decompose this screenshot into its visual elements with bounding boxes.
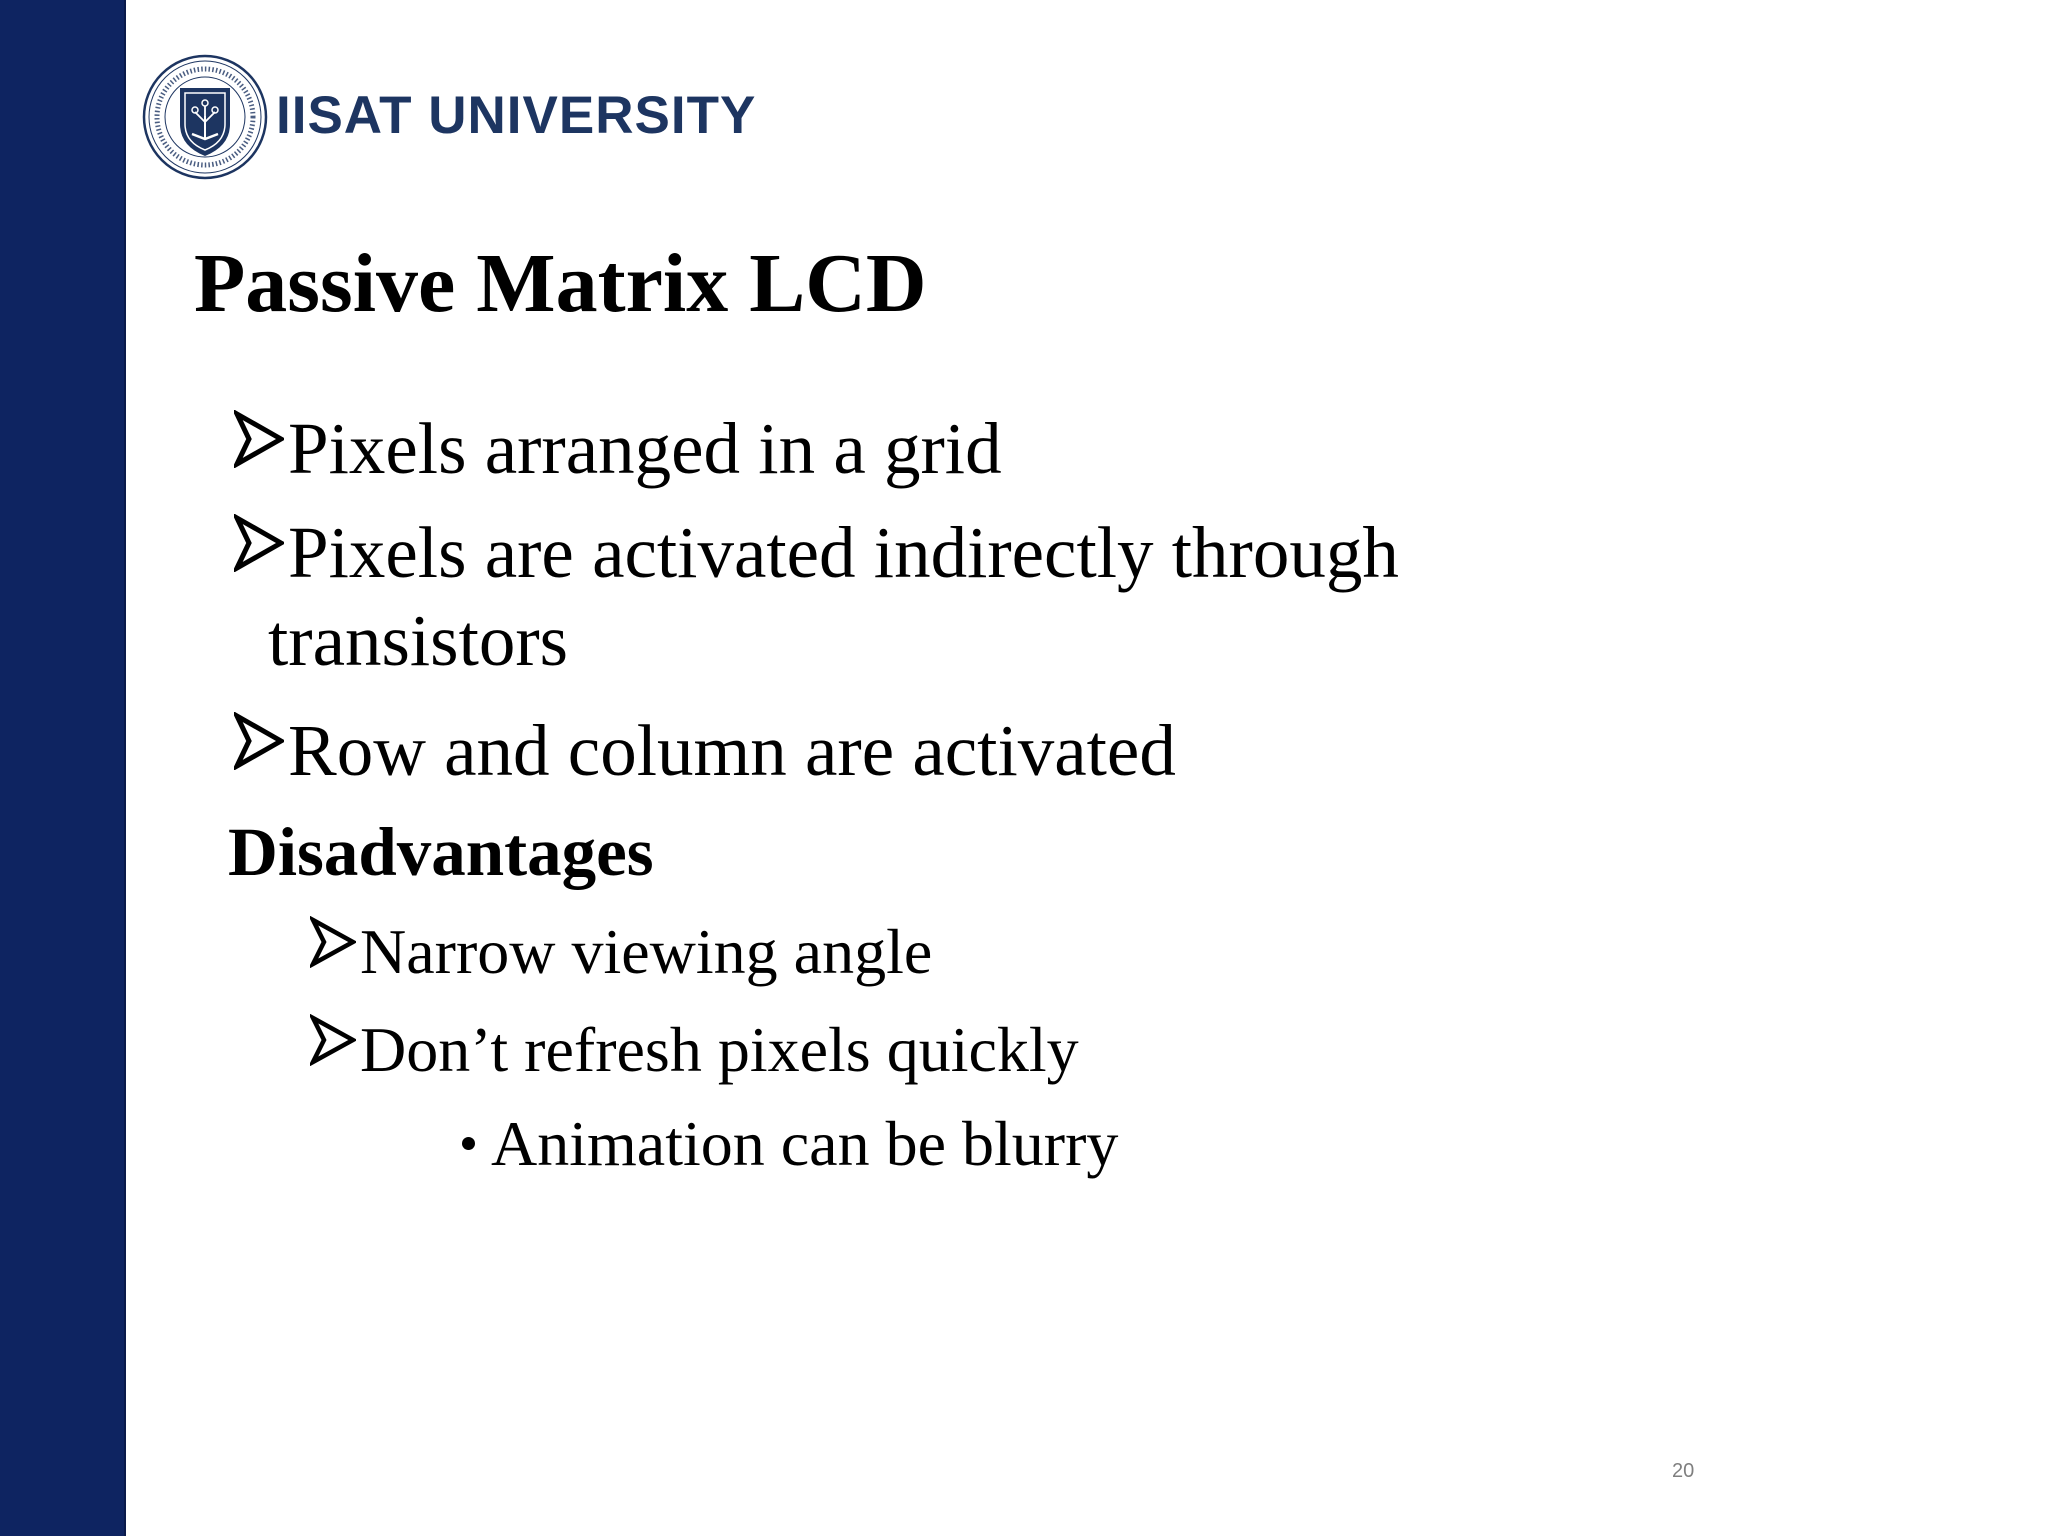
bullet-dot-icon — [462, 1137, 475, 1150]
sub-bullet-text: Don’t refresh pixels quickly — [360, 1014, 1079, 1085]
sub-sub-bullet-text: Animation can be blurry — [491, 1108, 1119, 1179]
bullet-item — [234, 404, 1002, 494]
sub-sub-bullet-item — [462, 1104, 1118, 1184]
bullet-text: Pixels arranged in a grid — [288, 408, 1002, 489]
bullet-item — [234, 508, 1399, 598]
university-logo — [142, 54, 756, 180]
arrow-bullet-icon — [234, 410, 284, 468]
bullet-text: Pixels are activated indirectly through — [288, 512, 1399, 593]
logo-wordmark: IISAT UNIVERSITY — [276, 85, 757, 145]
left-sidebar-bar — [0, 0, 126, 1536]
arrow-bullet-icon — [234, 514, 284, 572]
disadvantages-heading: Disadvantages — [228, 814, 654, 890]
arrow-bullet-icon — [310, 1014, 356, 1066]
sub-bullet-text: Narrow viewing angle — [360, 916, 933, 987]
slide-title: Passive Matrix LCD — [194, 237, 927, 330]
sub-bullet-item — [310, 1010, 1079, 1090]
bullet-item — [234, 706, 1176, 796]
bullet-text: Row and column are activated — [288, 710, 1176, 791]
sub-bullet-item — [310, 912, 932, 992]
arrow-bullet-icon — [310, 916, 356, 968]
page-number: 20 — [1672, 1460, 1695, 1482]
university-seal-icon — [142, 54, 268, 180]
arrow-bullet-icon — [234, 712, 284, 770]
bullet-continuation: transistors — [268, 600, 569, 681]
